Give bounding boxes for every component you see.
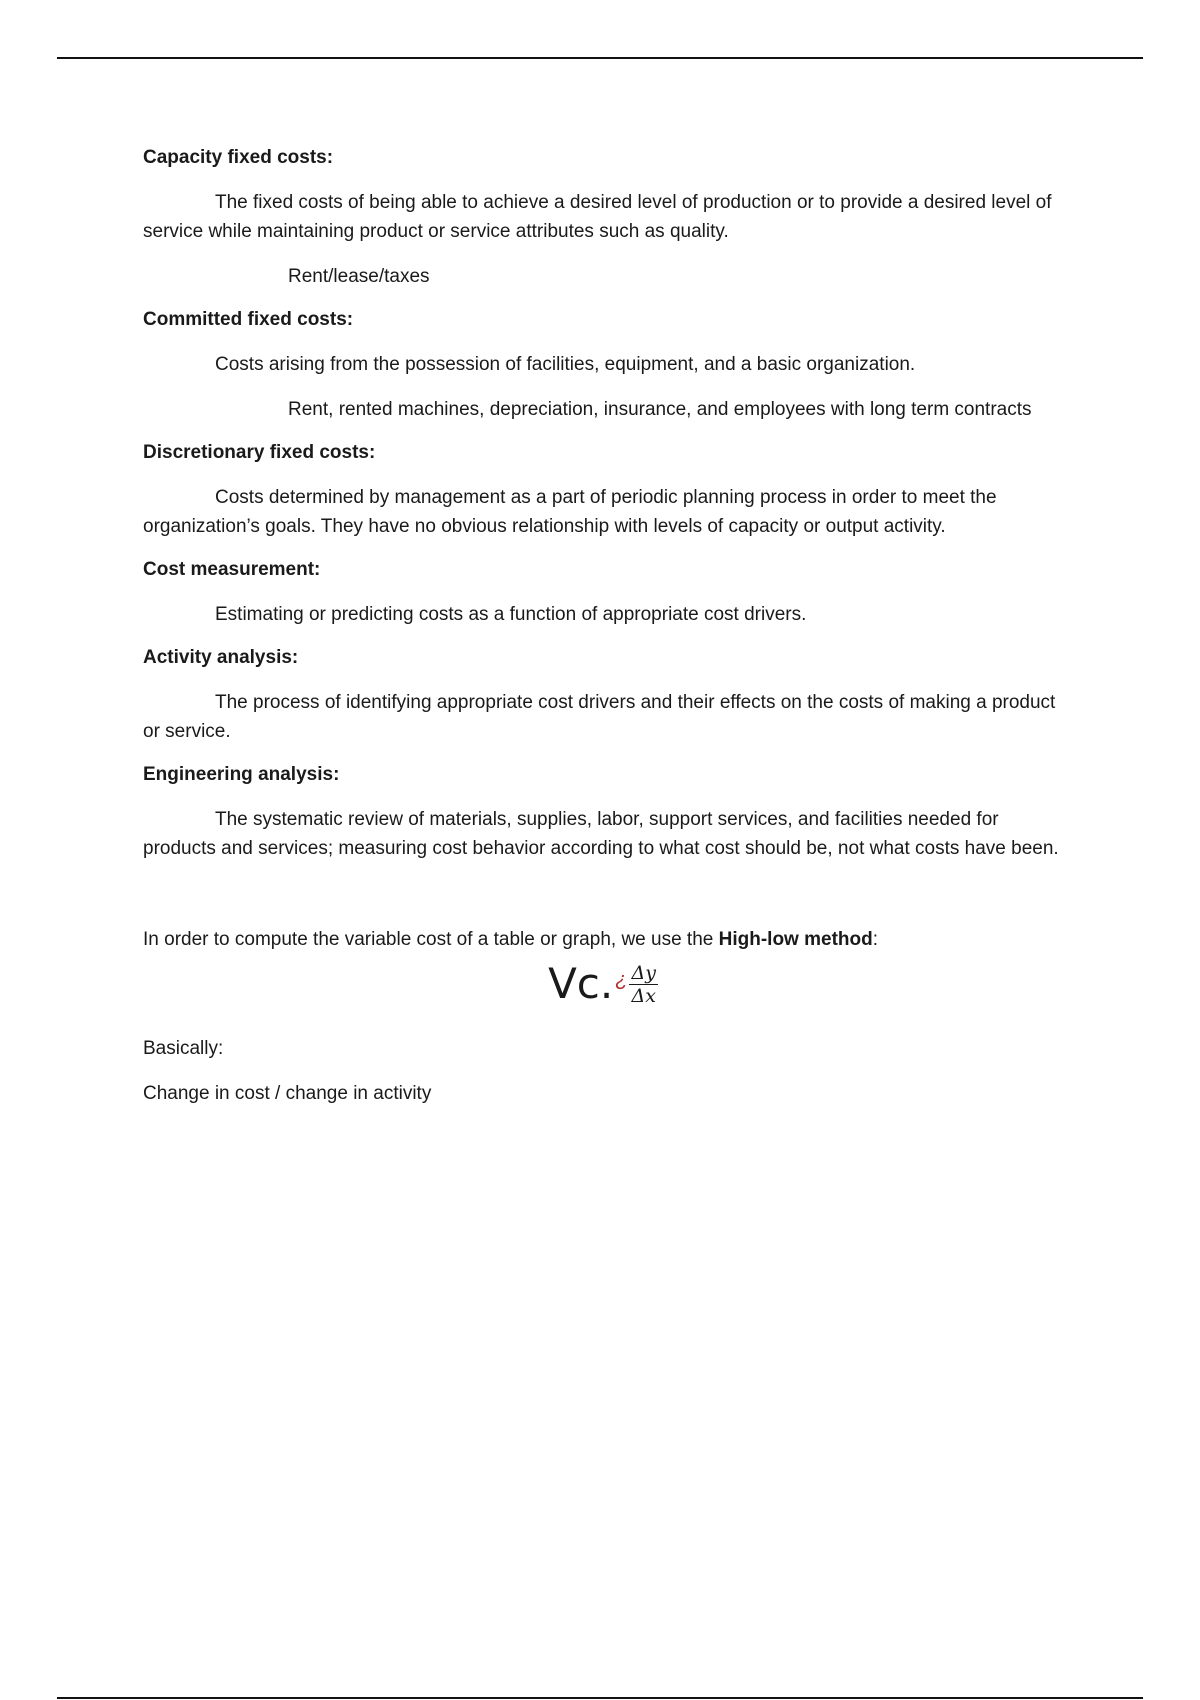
plain-formula: Change in cost / change in activity (143, 1083, 432, 1104)
formula-lhs: Vc. (548, 959, 614, 1008)
basically-label: Basically: (143, 1038, 224, 1059)
heading-engineering-analysis: Engineering analysis: (143, 764, 340, 785)
document-body (143, 143, 1063, 1108)
formula-placeholder-mark: ¿ (615, 968, 628, 991)
definition-activity-analysis: The process of identifying appropriate cost drivers and their effects on the costs of making a product or service. (143, 692, 1056, 742)
heading-committed-fixed-costs: Committed fixed costs: (143, 309, 354, 330)
definition-committed-fixed-costs: Costs arising from the possession of facilities, equipment, and a basic organization. (215, 354, 916, 375)
variable-cost-formula (143, 960, 1063, 1020)
header-rule (57, 57, 1143, 59)
footer-rule (57, 1697, 1143, 1699)
heading-cost-measurement: Cost measurement: (143, 559, 321, 580)
definition-cost-measurement: Estimating or predicting costs as a function of appropriate cost drivers. (215, 604, 807, 625)
high-low-method-name: High-low method (718, 929, 873, 950)
definition-engineering-analysis: The systematic review of materials, supplies, labor, support services, and facilities needed for products and services; measuring cost behavior according to what cost should be, not what costs have been. (143, 809, 1059, 859)
formula-numerator: Δy (631, 961, 656, 984)
high-low-intro-colon: : (872, 929, 878, 950)
formula-fraction (629, 962, 657, 1007)
definition-capacity-fixed-costs: The fixed costs of being able to achieve a desired level of production or to provide a desired level of service while maintaining product or service attributes such as quality. (143, 192, 1052, 242)
example-committed-fixed-costs: Rent, rented machines, depreciation, insurance, and employees with long term contracts (288, 399, 1032, 420)
heading-capacity-fixed-costs: Capacity fixed costs: (143, 147, 334, 168)
high-low-intro-text: In order to compute the variable cost of a table or graph, we use the (143, 929, 719, 950)
example-capacity-fixed-costs: Rent/lease/taxes (288, 266, 430, 287)
definition-discretionary-fixed-costs: Costs determined by management as a part of periodic planning process in order to meet the organization’s goals. They have no obvious relationship with levels of capacity or output activity. (143, 487, 997, 537)
high-low-intro (143, 925, 1063, 954)
heading-discretionary-fixed-costs: Discretionary fixed costs: (143, 442, 376, 463)
heading-activity-analysis: Activity analysis: (143, 647, 299, 668)
formula-denominator: Δx (631, 984, 656, 1007)
